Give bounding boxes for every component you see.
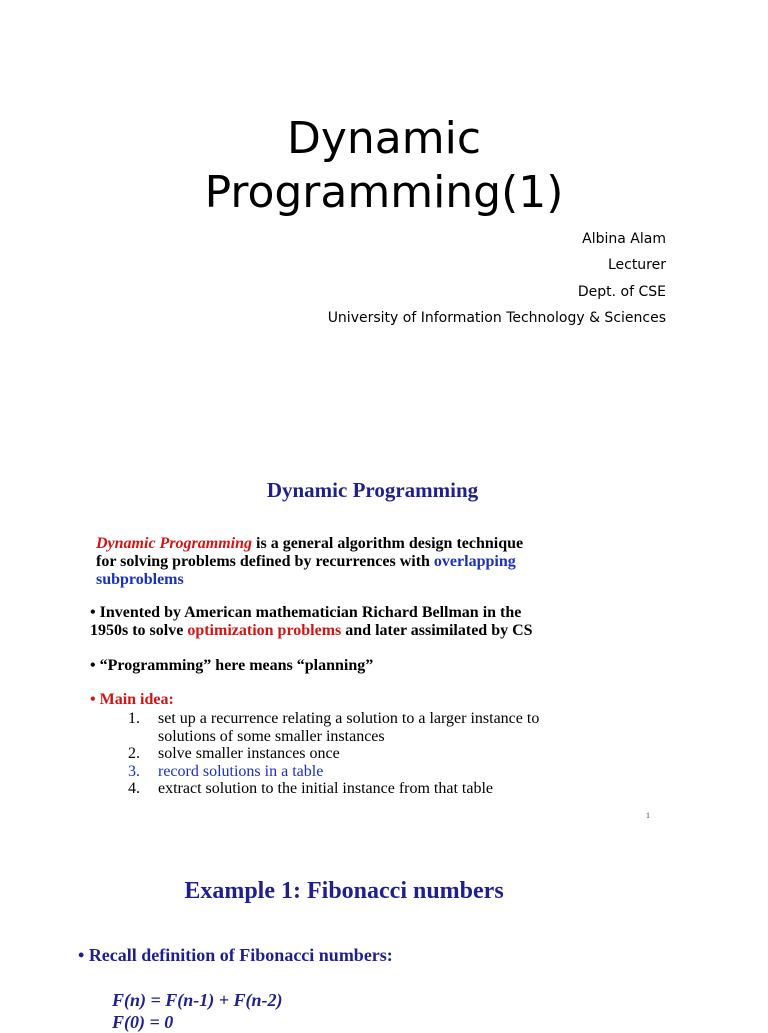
definition-line2: for solving problems defined by recurrences with [96,553,434,570]
step-1-line2: solutions of some smaller instances [158,728,385,745]
author-name: Albina Alam [582,231,666,247]
slide3-title: Example 1: Fibonacci numbers [184,878,504,904]
slide2-title: Dynamic Programming [266,478,479,502]
bullet1-line2b: and later assimilated by CS [341,622,533,639]
page-number: 1 [646,811,650,820]
bullet1-line1: Invented by American mathematician Richard Bellman in the [99,604,522,621]
author-university: University of Information Technology & Sciences [327,310,666,326]
title-line-1: Dynamic [286,113,482,164]
step-3-num: 3. [128,763,140,780]
bullet2-text: “Programming” here means “planning” [99,657,374,674]
definition-highlight: overlapping [433,553,516,570]
bullet1-line2a: 1950s to solve [90,622,188,639]
step-1 [128,710,539,746]
bullet-bellman: • Invented by American mathematician Richard Bellman in the 1950s to solve optimization problems and later assimilated by CS [90,604,533,639]
step-4 [128,780,493,798]
fibonacci-equation-2: F(0) = 0 [112,1012,174,1032]
bullet-programming: • “Programming” here means “planning” [90,657,374,674]
definition-line3: subproblems [96,571,184,588]
bullet-main-idea: • Main idea: [90,691,174,708]
step-4-num: 4. [128,780,140,797]
step-2-line1: solve smaller instances once [158,745,340,762]
step-2 [128,745,340,763]
definition-paragraph [96,535,716,589]
author-department: Dept. of CSE [577,284,666,300]
fibonacci-equation-1: F(n) = F(n-1) + F(n-2) [112,990,283,1010]
title-line-2: Programming(1) [204,167,564,218]
step-3-line1: record solutions in a table [158,763,324,780]
bullet1-highlight: optimization problems [187,622,342,639]
step-2-num: 2. [128,745,140,762]
step-1-line1: set up a recurrence relating a solution to a larger instance to [158,710,540,727]
author-role: Lecturer [607,257,666,273]
step-3 [128,763,323,781]
fibonacci-bullet-text: Recall definition of Fibonacci numbers: [88,945,393,965]
step-4-line1: extract solution to the initial instance from that table [158,780,494,797]
definition-term: Dynamic Programming [96,535,253,552]
step-1-num: 1. [128,710,140,727]
presentation-title [0,112,768,220]
fibonacci-bullet: • Recall definition of Fibonacci numbers: [78,945,393,965]
definition-rest: is a general algorithm design technique [252,535,524,552]
bullet3-label: Main idea: [99,691,174,708]
